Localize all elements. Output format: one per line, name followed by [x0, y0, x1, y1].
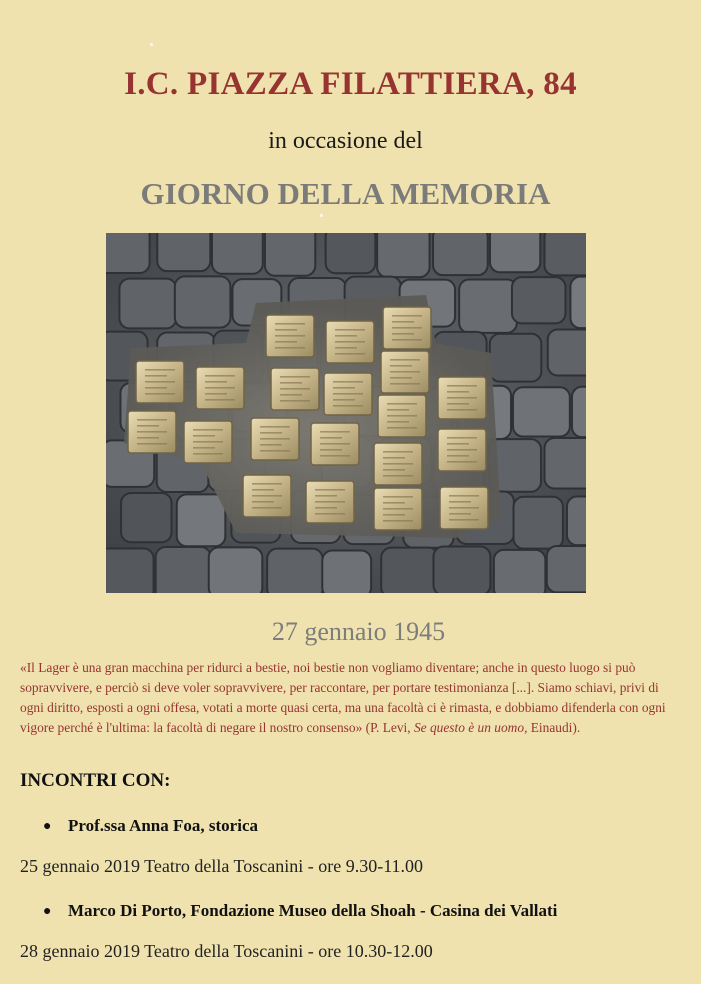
- stumbling-stone: [128, 411, 176, 453]
- cobblestone: [381, 548, 438, 593]
- cobblestone: [545, 438, 586, 489]
- cobblestone-picture: [106, 233, 586, 593]
- cobblestone: [322, 551, 371, 593]
- stumbling-stone: [438, 429, 486, 471]
- bullet-icon: ●: [43, 819, 52, 834]
- cobblestone: [119, 279, 176, 329]
- cobblestone: [548, 330, 586, 376]
- stumbling-stone: [266, 315, 314, 357]
- speaker-name: Marco Di Porto, Fondazione Museo della Shoah - Casina dei Vallati: [68, 901, 558, 920]
- stumbling-stone: [311, 423, 359, 465]
- cobblestone: [209, 547, 263, 593]
- stumbling-stone: [251, 418, 299, 460]
- quote-text: «Il Lager è una gran macchina per ridurci a bestie, noi bestie non vogliamo diventare; anche in questo luogo si può sopravvivere, e perciò si deve voler sopravvivere, per raccontare, per portare testimonianza [...]. Siamo schiavi, privi di ogni diritto, esposti a ogni offesa, votati a morte quasi certa, ma una facoltà ci è rimasta, e dobbiamo difenderla con ogni vigore perché è l'ultima: la facoltà di negare il nostro consenso» (P. Levi,: [20, 660, 666, 735]
- stumbling-stone: [196, 367, 244, 409]
- school-title: I.C. PIAZZA FILATTIERA, 84: [124, 66, 577, 102]
- stumbling-stone: [306, 481, 354, 523]
- cobblestone: [459, 279, 517, 332]
- stumbling-stone: [438, 377, 486, 419]
- cobblestone: [156, 547, 211, 593]
- cobblestone: [433, 233, 488, 275]
- stumbling-stone: [184, 421, 232, 463]
- cobblestone: [490, 334, 542, 382]
- cobblestone: [267, 549, 322, 593]
- stumbling-stone: [326, 321, 374, 363]
- cobblestone: [106, 549, 154, 593]
- cobblestone: [177, 494, 226, 546]
- stumbling-stone: [271, 368, 319, 410]
- stumbling-stone: [324, 373, 372, 415]
- cobblestone: [212, 233, 263, 274]
- cobblestone: [175, 276, 231, 327]
- cobblestone: [121, 493, 172, 542]
- stumbling-stone: [374, 443, 422, 485]
- cobblestone: [377, 233, 429, 277]
- cobblestone: [326, 233, 376, 273]
- meeting-speaker: [43, 901, 557, 921]
- cobblestone: [490, 233, 540, 272]
- stumbling-stone: [381, 351, 429, 393]
- cobblestone: [265, 233, 315, 276]
- speck: [150, 43, 153, 46]
- occasion-text: in occasione del: [268, 128, 423, 154]
- cobblestone: [433, 546, 490, 593]
- stumbling-stone: [374, 488, 422, 530]
- cobblestone: [512, 277, 566, 323]
- speck: [320, 214, 323, 217]
- stumbling-stone: [243, 475, 291, 517]
- stumbling-stone: [136, 361, 184, 403]
- cobblestone: [106, 233, 150, 273]
- cobblestone: [572, 387, 586, 437]
- cobblestone: [494, 550, 546, 593]
- quote-book-title: Se questo è un uomo: [413, 720, 525, 735]
- stumbling-stone: [383, 307, 431, 349]
- bullet-icon: ●: [43, 904, 52, 919]
- cobblestone: [544, 233, 586, 275]
- cobblestone: [514, 497, 563, 549]
- meetings-heading: INCONTRI CON:: [20, 770, 171, 791]
- event-title: GIORNO DELLA MEMORIA: [140, 176, 551, 211]
- meeting-when: 28 gennaio 2019 Teatro della Toscanini - ore 10.30-12.00: [20, 941, 433, 961]
- meeting-speaker: [43, 816, 258, 836]
- quote-source: , Einaudi).: [524, 720, 581, 735]
- speaker-name: Prof.ssa Anna Foa, storica: [68, 816, 258, 835]
- stolpersteine-photo: [106, 233, 586, 593]
- stumbling-stone: [440, 487, 488, 529]
- stumbling-stone: [378, 395, 426, 437]
- meeting-when: 25 gennaio 2019 Teatro della Toscanini - ore 9.30-11.00: [20, 856, 424, 876]
- levi-quote: [20, 658, 685, 738]
- cobblestone: [570, 277, 586, 328]
- memorial-date: 27 gennaio 1945: [271, 617, 446, 646]
- cobblestone: [157, 233, 210, 271]
- cobblestone: [513, 387, 570, 436]
- cobblestone: [567, 497, 586, 546]
- cobblestone: [547, 546, 586, 592]
